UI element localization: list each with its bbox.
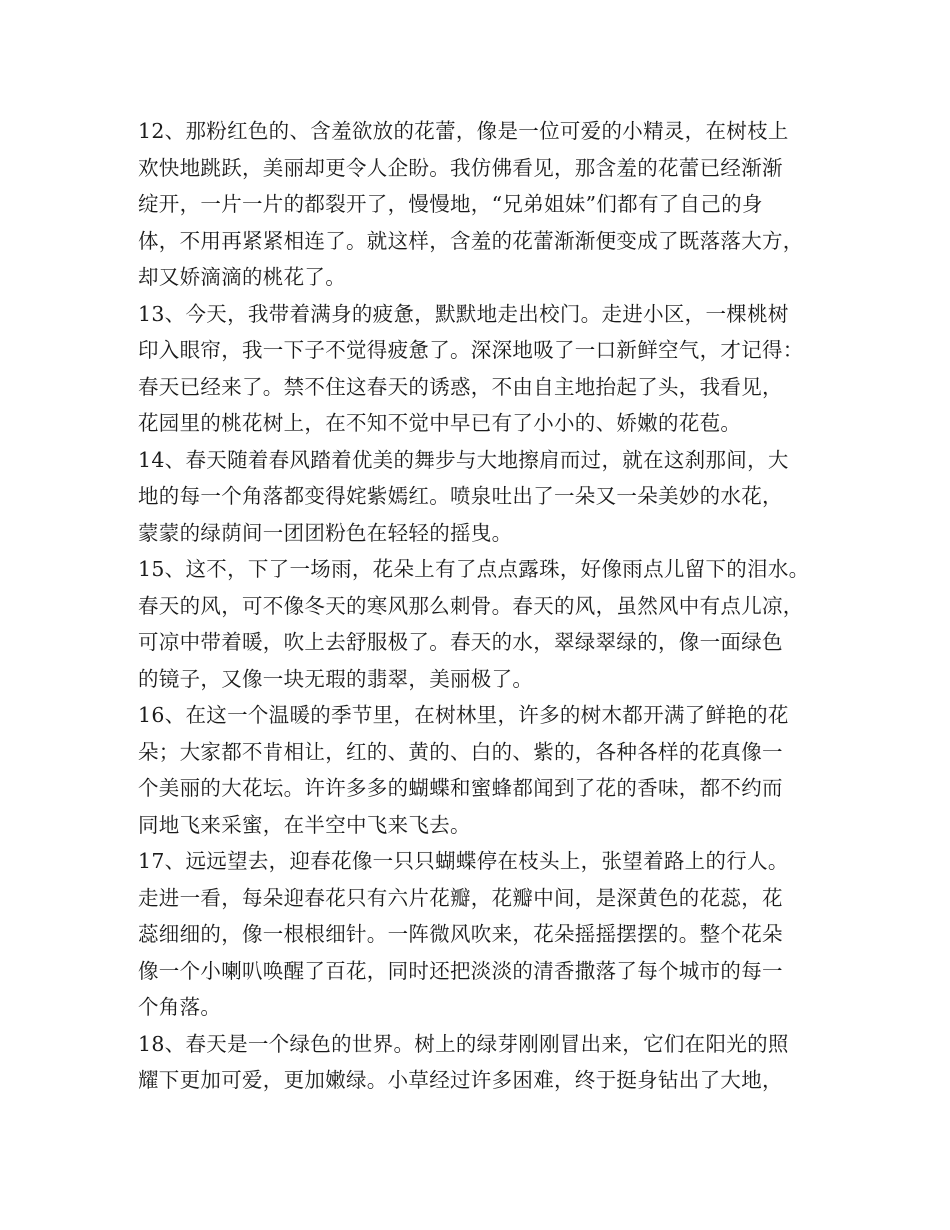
text-line: 个美丽的大花坛。许许多多的蝴蝶和蜜蜂都闻到了花的香味，都不约而 <box>138 776 783 800</box>
text-line: 17、远远望去，迎春花像一只只蝴蝶停在枝头上，张望着路上的行人。 <box>138 849 789 873</box>
text-line: 却又娇滴滴的桃花了。 <box>138 265 346 289</box>
text-line: 蒙蒙的绿荫间一团团粉色在轻轻的摇曳。 <box>138 520 513 545</box>
text-line: 走进一看，每朵迎春花只有六片花瓣，花瓣中间，是深黄色的花蕊，花 <box>138 885 783 910</box>
text-line: 朵；大家都不肯相让，红的、黄的、白的、紫的，各种各样的花真像一 <box>138 739 783 764</box>
text-line: 13、今天，我带着满身的疲惫，默默地走出校门。走进小区，一棵桃树 <box>138 301 789 326</box>
text-line: 春天的风，可不像冬天的寒风那么刺骨。春天的风，虽然风中有点儿凉， <box>138 593 804 618</box>
text-line: 12、那粉红色的、含羞欲放的花蕾，像是一位可爱的小精灵，在树枝上 <box>138 119 789 143</box>
text-line: 耀下更加可爱，更加嫩绿。小草经过许多困难，终于挺身钻出了大地， <box>138 1068 783 1092</box>
text-line: 蕊细细的，像一根根细针。一阵微风吹来，花朵摇摇摆摆的。整个花朵 <box>138 922 783 946</box>
text-line: 欢快地跳跃，美丽却更令人企盼。我仿佛看见，那含羞的花蕾已经渐渐 <box>138 155 783 180</box>
text-line: 同地飞来采蜜，在半空中飞来飞去。 <box>138 812 471 837</box>
document-page <box>138 113 818 1099</box>
text-line: 个角落。 <box>138 995 222 1019</box>
text-line: 16、在这一个温暖的季节里，在树林里，许多的树木都开满了鲜艳的花 <box>138 703 789 727</box>
text-line: 18、春天是一个绿色的世界。树上的绿芽刚刚冒出来，它们在阳光的照 <box>138 1031 789 1056</box>
text-line: 的镜子，又像一块无瑕的翡翠，美丽极了。 <box>138 666 534 691</box>
text-line: 像一个小喇叭唤醒了百花，同时还把淡淡的清香撒落了每个城市的每一 <box>138 958 783 983</box>
text-line: 绽开，一片一片的都裂开了，慢慢地，“兄弟姐妹”们都有了自己的身 <box>138 192 763 216</box>
text-line: 印入眼帘，我一下子不觉得疲惫了。深深地吸了一口新鲜空气，才记得： <box>138 338 804 362</box>
text-line: 地的每一个角落都变得姹紫嫣红。喷泉吐出了一朵又一朵美妙的水花， <box>138 484 783 508</box>
text-line: 可凉中带着暖，吹上去舒服极了。春天的水，翠绿翠绿的，像一面绿色 <box>138 630 783 654</box>
text-line: 15、这不，下了一场雨，花朵上有了点点露珠，好像雨点儿留下的泪水。 <box>138 557 810 581</box>
text-line: 花园里的桃花树上，在不知不觉中早已有了小小的、娇嫩的花苞。 <box>138 411 742 435</box>
text-line: 春天已经来了。禁不住这春天的诱惑，不由自主地抬起了头，我看见， <box>138 374 783 399</box>
text-line: 14、春天随着春风踏着优美的舞步与大地擦肩而过，就在这刹那间，大 <box>138 447 789 472</box>
text-line: 体，不用再紧紧相连了。就这样，含羞的花蕾渐渐便变成了既落落大方， <box>138 228 804 253</box>
